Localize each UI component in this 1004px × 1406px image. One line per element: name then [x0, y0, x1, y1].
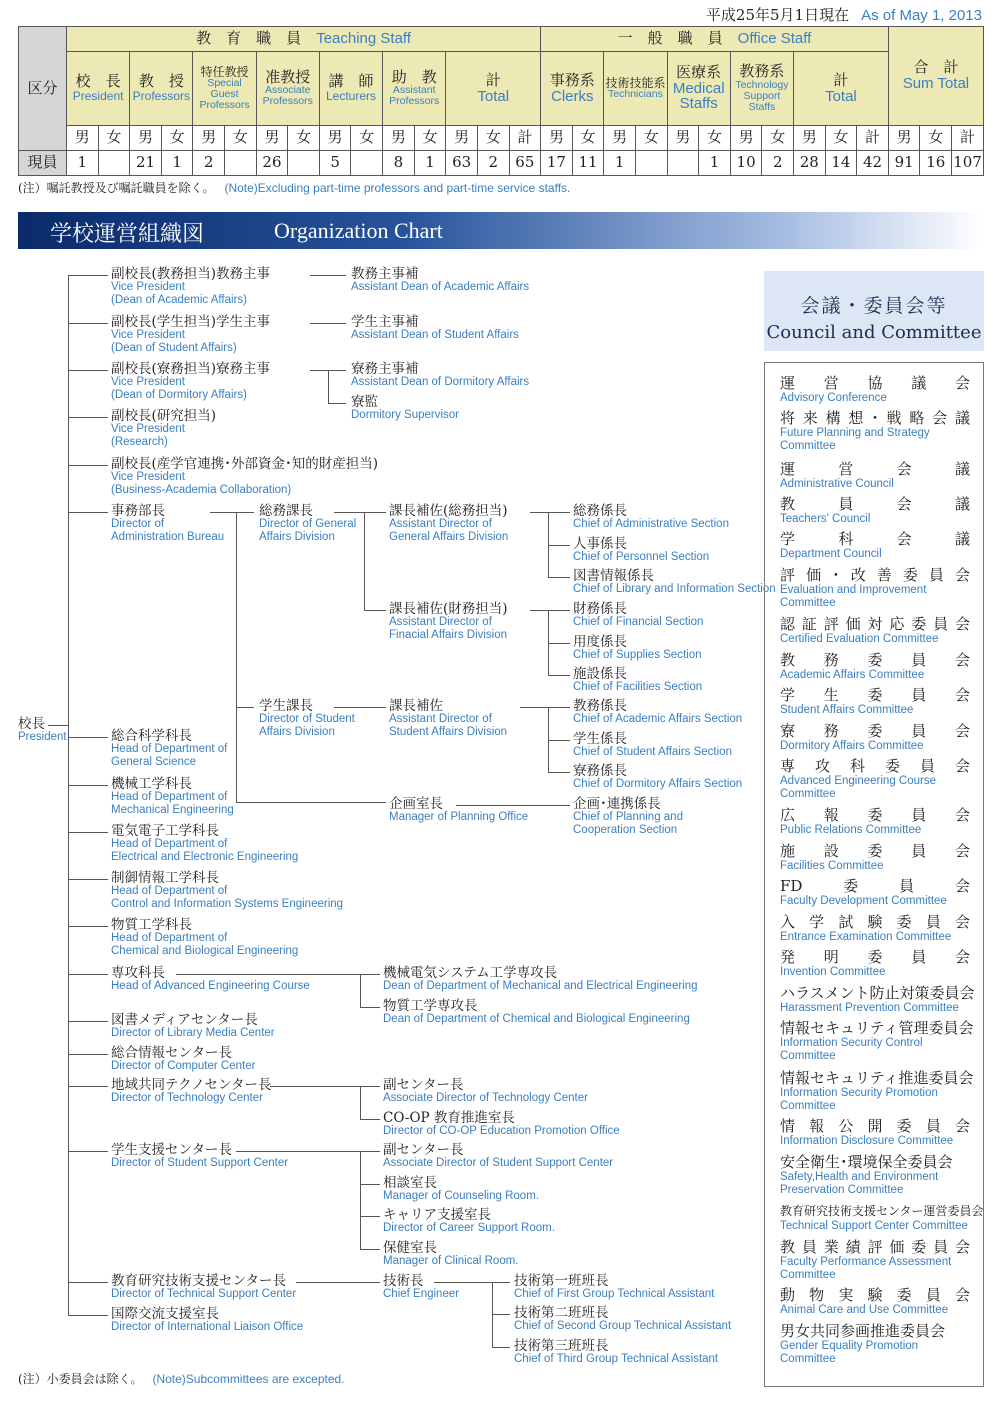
- committee-name-en: Administrative Council: [780, 478, 894, 490]
- gender-header: 男: [888, 126, 920, 151]
- staff-count-cell: 17: [541, 151, 573, 176]
- staff-count-cell: 1: [699, 151, 731, 176]
- col-office-total: 計 Total: [794, 52, 889, 126]
- gender-header: 女: [825, 126, 857, 151]
- committee-name-en: Information Disclosure Committee: [780, 1135, 954, 1147]
- gender-header: 女: [225, 126, 257, 151]
- committee-name-en: Information Security Promotion Committee: [780, 1087, 938, 1112]
- org-technology-center: 地域共同テクノセンター長 Director of Technology Center: [111, 1077, 272, 1104]
- org-vp-student: 副校長(学生担当)学生主事 Vice President (Dean of Student Affairs): [111, 314, 271, 354]
- committee-name-en: Department Council: [780, 548, 882, 560]
- gender-header: 男: [794, 126, 826, 151]
- staff-count-cell: 8: [383, 151, 415, 176]
- org-general-affairs: 総務課長 Director of General Affairs Division: [259, 503, 357, 543]
- committee-item: [780, 375, 970, 405]
- committee-item: [780, 1154, 970, 1196]
- committee-item: [780, 984, 975, 1015]
- gender-header: 男: [256, 126, 288, 151]
- staff-count-cell: [98, 151, 130, 176]
- office-staff-header: 一 般 職 員 Office Staff: [541, 27, 889, 52]
- org-vp-academic: 副校長(教務担当)教務主事 Vice President (Dean of Academic Affairs): [111, 266, 271, 306]
- committee-item: [780, 531, 970, 561]
- gender-header: 計: [952, 126, 984, 151]
- committee-item: [780, 567, 970, 609]
- sum-total-header: 合 計 Sum Total: [888, 27, 983, 126]
- committee-name-jp: 教務委員会: [780, 651, 970, 669]
- org-counseling: 相談室長 Manager of Counseling Room.: [383, 1175, 539, 1202]
- committee-name-jp: 教員会議: [780, 495, 970, 513]
- org-adv-chemical: 物質工学専攻長 Dean of Department of Chemical and Biological Engineering: [383, 998, 690, 1025]
- org-asst-student: 課長補佐 Assistant Director of Student Affairs Division: [389, 698, 508, 738]
- staff-count-cell: [225, 151, 257, 176]
- col-tech-support: 教務系 Technology Support Staffs: [730, 52, 793, 126]
- as-of-date: 平成25年5月1日現在 As of May 1, 2013: [705, 6, 982, 24]
- committee-item: [780, 1069, 974, 1112]
- col-president: 校 長 President: [67, 52, 130, 126]
- committee-item: [780, 616, 970, 646]
- org-tech-associate: 副センター長 Associate Director of Technology Center: [383, 1077, 588, 1104]
- committee-name-en: Animal Care and Use Committee: [780, 1304, 949, 1316]
- org-asst-general: 課長補佐(総務担当) Assistant Director of General Affairs Division: [389, 503, 509, 543]
- gender-header: 計: [509, 126, 541, 151]
- org-chart-banner: 学校運営組織図 Organization Chart: [18, 212, 984, 249]
- col-special-guest: 特任教授 Special Guest Professors: [193, 52, 256, 126]
- committee-name-jp: 将来構想･戦略会議: [780, 409, 970, 427]
- gender-header: 女: [699, 126, 731, 151]
- org-sec-financial: 財務係長 Chief of Financial Section: [573, 601, 704, 628]
- gender-header: 男: [67, 126, 99, 151]
- staff-count-cell: 16: [920, 151, 952, 176]
- org-dept-electrical: 電気電子工学科長 Head of Department of Electrical and Electronic Engineering: [111, 823, 299, 863]
- gender-header: 男: [446, 126, 478, 151]
- committee-name-en: Future Planning and Strategy Committee: [780, 427, 930, 452]
- teaching-staff-header: 教 育 職 員 Teaching Staff: [67, 27, 541, 52]
- org-tech-support-center: 教育研究技術支援センター長 Director of Technical Support Center: [111, 1273, 297, 1300]
- committee-name-en: Harassment Prevention Committee: [780, 1002, 959, 1014]
- committee-name-jp: 認証評価対応委員会: [780, 615, 970, 633]
- staff-count-cell: 11: [572, 151, 604, 176]
- committee-item: [780, 723, 970, 753]
- gender-header: 女: [414, 126, 446, 151]
- gender-header: 男: [319, 126, 351, 151]
- committee-name-en: Invention Committee: [780, 966, 886, 978]
- gender-header: 女: [477, 126, 509, 151]
- value-row: [19, 151, 984, 176]
- committee-name-jp: 入学試験委員会: [780, 913, 970, 931]
- committee-name-jp: 情報公開委員会: [780, 1117, 970, 1135]
- org-adv-mech-elec: 機械電気システム工学専攻長 Dean of Department of Mechanical and Electrical Engineering: [383, 965, 698, 992]
- col-lecturers: 講 師 Lecturers: [319, 52, 382, 126]
- staff-count-cell: 1: [604, 151, 636, 176]
- org-asst-dean-dormitory: 寮務主事補 Assistant Dean of Dormitory Affairs: [351, 361, 530, 388]
- staff-table: [18, 26, 984, 176]
- org-dept-general-science: 総合科学科長 Head of Department of General Science: [111, 728, 228, 768]
- staff-count-cell: 26: [256, 151, 288, 176]
- org-sec-dormitory: 寮務係長 Chief of Dormitory Affairs Section: [573, 763, 743, 790]
- committee-name-en: Teachers' Council: [780, 513, 871, 525]
- col-teaching-total: 計 Total: [446, 52, 541, 126]
- committee-name-en: Academic Affairs Committee: [780, 669, 925, 681]
- org-student-support: 学生支援センター長 Director of Student Support Center: [111, 1142, 289, 1169]
- gender-header: 女: [762, 126, 794, 151]
- staff-count-cell: 107: [952, 151, 984, 176]
- gender-header: 男: [730, 126, 762, 151]
- org-group-1: 技術第一班班長 Chief of First Group Technical Assistant: [514, 1273, 715, 1300]
- org-sec-admin: 総務係長 Chief of Administrative Section: [573, 503, 729, 530]
- org-career: キャリア支援室長 Director of Career Support Room.: [383, 1207, 555, 1234]
- gender-header: 男: [193, 126, 225, 151]
- gender-header: 男: [541, 126, 573, 151]
- committee-name-jp: 運営会議: [780, 460, 970, 478]
- committee-item: [780, 1118, 970, 1148]
- staff-count-cell: 63: [446, 151, 478, 176]
- org-dept-control: 制御情報工学科長 Head of Department of Control and Information Systems Engineering: [111, 870, 344, 910]
- org-sec-supplies: 用度係長 Chief of Supplies Section: [573, 634, 702, 661]
- org-asst-financial: 課長補佐(財務担当) Assistant Director of Finacial Affairs Division: [389, 601, 508, 641]
- col-associate: 准教授 Associate Professors: [256, 52, 319, 126]
- org-group-2: 技術第二班班長 Chief of Second Group Technical Assistant: [514, 1305, 732, 1332]
- org-sec-facilities: 施設係長 Chief of Facilities Section: [573, 666, 703, 693]
- org-planning-office: 企画室長 Manager of Planning Office: [389, 796, 529, 823]
- committee-item: [780, 652, 970, 682]
- staff-count-cell: 21: [130, 151, 162, 176]
- committee-name-en: Information Security Control Committee: [780, 1037, 923, 1062]
- staff-count-cell: 14: [825, 151, 857, 176]
- staff-count-cell: 5: [319, 151, 351, 176]
- committee-name-en: Faculty Performance Assessment Committee: [780, 1256, 952, 1281]
- committee-name-en: Evaluation and Improvement Committee: [780, 584, 927, 609]
- org-vp-business: 副校長(産学官連携･外部資金･知的財産担当) Vice President (Business-Academia Collaboration): [111, 456, 379, 496]
- committee-name-en: Advisory Conference: [780, 392, 887, 404]
- org-admin-bureau: 事務部長 Director of Administration Bureau: [111, 503, 225, 543]
- committee-name-jp: 広報委員会: [780, 806, 970, 824]
- org-ssc-associate: 副センター長 Associate Director of Student Support Center: [383, 1142, 614, 1169]
- committee-name-jp: 学生委員会: [780, 686, 970, 704]
- committee-name-en: Public Relations Committee: [780, 824, 922, 836]
- committee-item: [780, 807, 970, 837]
- committee-item: [780, 1019, 974, 1062]
- col-clerks: 事務系 Clerks: [541, 52, 604, 126]
- committee-name-jp: 寮務委員会: [780, 722, 970, 740]
- committee-name-jp: FD委員会: [780, 877, 970, 895]
- org-dept-mechanical: 機械工学科長 Head of Department of Mechanical Engineering: [111, 776, 234, 816]
- org-sec-student: 学生係長 Chief of Student Affairs Section: [573, 731, 732, 758]
- staff-count-cell: 42: [857, 151, 889, 176]
- committee-item: [780, 1203, 984, 1233]
- committee-name-jp: 専攻科委員会: [780, 757, 970, 775]
- gender-row: [19, 126, 984, 151]
- gender-header: 女: [161, 126, 193, 151]
- staff-count-cell: 91: [888, 151, 920, 176]
- staff-count-cell: 2: [762, 151, 794, 176]
- staff-count-cell: [667, 151, 699, 176]
- staff-count-cell: 65: [509, 151, 541, 176]
- committee-name-jp: 動物実験委員会: [780, 1286, 970, 1304]
- committee-name-en: Entrance Examination Committee: [780, 931, 952, 943]
- kubun-header: 区分: [19, 27, 67, 151]
- gender-header: 男: [383, 126, 415, 151]
- gender-header: 女: [635, 126, 667, 151]
- col-technicians: 技術技能系 Technicians: [604, 52, 667, 126]
- committee-name-jp: 学科会議: [780, 530, 970, 548]
- org-library-media: 図書メディアセンター長 Director of Library Media Center: [111, 1012, 275, 1039]
- col-professors: 教 授 Professors: [130, 52, 193, 126]
- org-sec-library: 図書情報係長 Chief of Library and Information Section: [573, 568, 776, 595]
- committee-name-jp: 情報セキュリティ管理委員会: [780, 1019, 974, 1037]
- gender-header: 女: [351, 126, 383, 151]
- committee-name-jp: 情報セキュリティ推進委員会: [780, 1069, 974, 1087]
- chart-note: (注）小委員会は除く。 (Note)Subcommittees are excepted.: [18, 1372, 345, 1386]
- committee-name-en: Technical Support Center Committee: [780, 1220, 968, 1232]
- org-sec-personnel: 人事係長 Chief of Personnel Section: [573, 536, 710, 563]
- org-dormitory-supervisor: 寮監 Dormitory Supervisor: [351, 394, 459, 421]
- committee-name-jp: 施設委員会: [780, 842, 970, 860]
- committee-name-en: Advanced Engineering Course Committee: [780, 775, 936, 800]
- committee-name-en: Facilities Committee: [780, 860, 884, 872]
- staff-count-cell: 28: [794, 151, 826, 176]
- staff-count-cell: [288, 151, 320, 176]
- committee-name-jp: 発明委員会: [780, 948, 970, 966]
- staff-count-cell: 10: [730, 151, 762, 176]
- committee-name-jp: 運営協議会: [780, 374, 970, 392]
- gender-header: 女: [920, 126, 952, 151]
- committee-name-jp: 評価･改善委員会: [780, 566, 970, 584]
- org-dept-chemical: 物質工学科長 Head of Department of Chemical and Biological Engineering: [111, 917, 299, 957]
- committee-name-en: Certified Evaluation Committee: [780, 633, 939, 645]
- committee-name-jp: 男女共同参画推進委員会: [780, 1322, 946, 1340]
- committee-name-en: Student Affairs Committee: [780, 704, 914, 716]
- org-international: 国際交流支援室長 Director of International Liaison Office: [111, 1306, 304, 1333]
- committee-item: [780, 410, 970, 452]
- committee-name-en: Faculty Development Committee: [780, 895, 947, 907]
- org-student-affairs: 学生課長 Director of Student Affairs Division: [259, 698, 355, 738]
- committee-name-en: Gender Equality Promotion Committee: [780, 1340, 919, 1365]
- org-clinical: 保健室長 Manager of Clinical Room.: [383, 1240, 519, 1267]
- committee-item: [780, 461, 970, 491]
- committee-item: [780, 843, 970, 873]
- col-medical: 医療系 Medical Staffs: [667, 52, 730, 126]
- committee-name-jp: 教員業績評価委員会: [780, 1238, 970, 1256]
- committee-name-en: Safety,Health and Environment Preservation Committee: [780, 1171, 939, 1196]
- gender-header: 女: [288, 126, 320, 151]
- org-chief-engineer: 技術長 Chief Engineer: [383, 1273, 460, 1300]
- staff-count-cell: 2: [193, 151, 225, 176]
- gender-header: 計: [857, 126, 889, 151]
- committee-item: [780, 1323, 970, 1365]
- committee-name-en: Dormitory Affairs Committee: [780, 740, 924, 752]
- committee-item: [780, 1287, 970, 1317]
- committee-item: [780, 914, 970, 944]
- staff-count-cell: 2: [477, 151, 509, 176]
- staff-count-cell: 1: [414, 151, 446, 176]
- committee-name-jp: ハラスメント防止対策委員会: [780, 984, 975, 1002]
- org-asst-dean-academic: 教務主事補 Assistant Dean of Academic Affairs: [351, 266, 530, 293]
- committee-item: [780, 878, 970, 908]
- staff-count-cell: 1: [67, 151, 99, 176]
- org-asst-dean-student: 学生主事補 Assistant Dean of Student Affairs: [351, 314, 519, 341]
- col-assistant: 助 教 Assistant Professors: [383, 52, 446, 126]
- committee-item: [780, 1239, 970, 1281]
- org-vp-dormitory: 副校長(寮務担当)寮務主事 Vice President (Dean of Dormitory Affairs): [111, 361, 271, 401]
- committee-item: [780, 949, 970, 979]
- staff-count-cell: [351, 151, 383, 176]
- gender-header: 女: [98, 126, 130, 151]
- gender-header: 男: [130, 126, 162, 151]
- committee-item: [780, 687, 970, 717]
- org-computer-center: 総合情報センター長 Director of Computer Center: [111, 1045, 256, 1072]
- org-coop-office: CO-OP 教育推進室長 Director of CO-OP Education Promotion Office: [383, 1110, 620, 1137]
- org-sec-planning: 企画･連携係長 Chief of Planning and Cooperation Section: [573, 796, 683, 836]
- org-sec-academic: 教務係長 Chief of Academic Affairs Section: [573, 698, 743, 725]
- committee-item: [780, 758, 970, 800]
- org-group-3: 技術第三班班長 Chief of Third Group Technical Assistant: [514, 1338, 719, 1365]
- council-header: 会議・委員会等 Council and Committee: [764, 271, 984, 351]
- staff-count-cell: 1: [161, 151, 193, 176]
- committee-name-jp: 教育研究技術支援センター運営委員会: [780, 1204, 984, 1218]
- row-label: 現員: [19, 151, 67, 176]
- committee-item: [780, 496, 970, 526]
- gender-header: 男: [604, 126, 636, 151]
- gender-header: 女: [572, 126, 604, 151]
- gender-header: 男: [667, 126, 699, 151]
- org-vp-research: 副校長(研究担当) Vice President (Research): [111, 408, 217, 448]
- committee-name-jp: 安全衛生･環境保全委員会: [780, 1153, 953, 1171]
- staff-count-cell: [635, 151, 667, 176]
- org-president: 校長 President: [18, 716, 67, 743]
- org-advanced-course: 専攻科長 Head of Advanced Engineering Course: [111, 965, 310, 992]
- table-note: (注）嘱託教授及び嘱託職員を除く。 (Note)Excluding part-time professors and part-time service staffs.: [18, 181, 571, 195]
